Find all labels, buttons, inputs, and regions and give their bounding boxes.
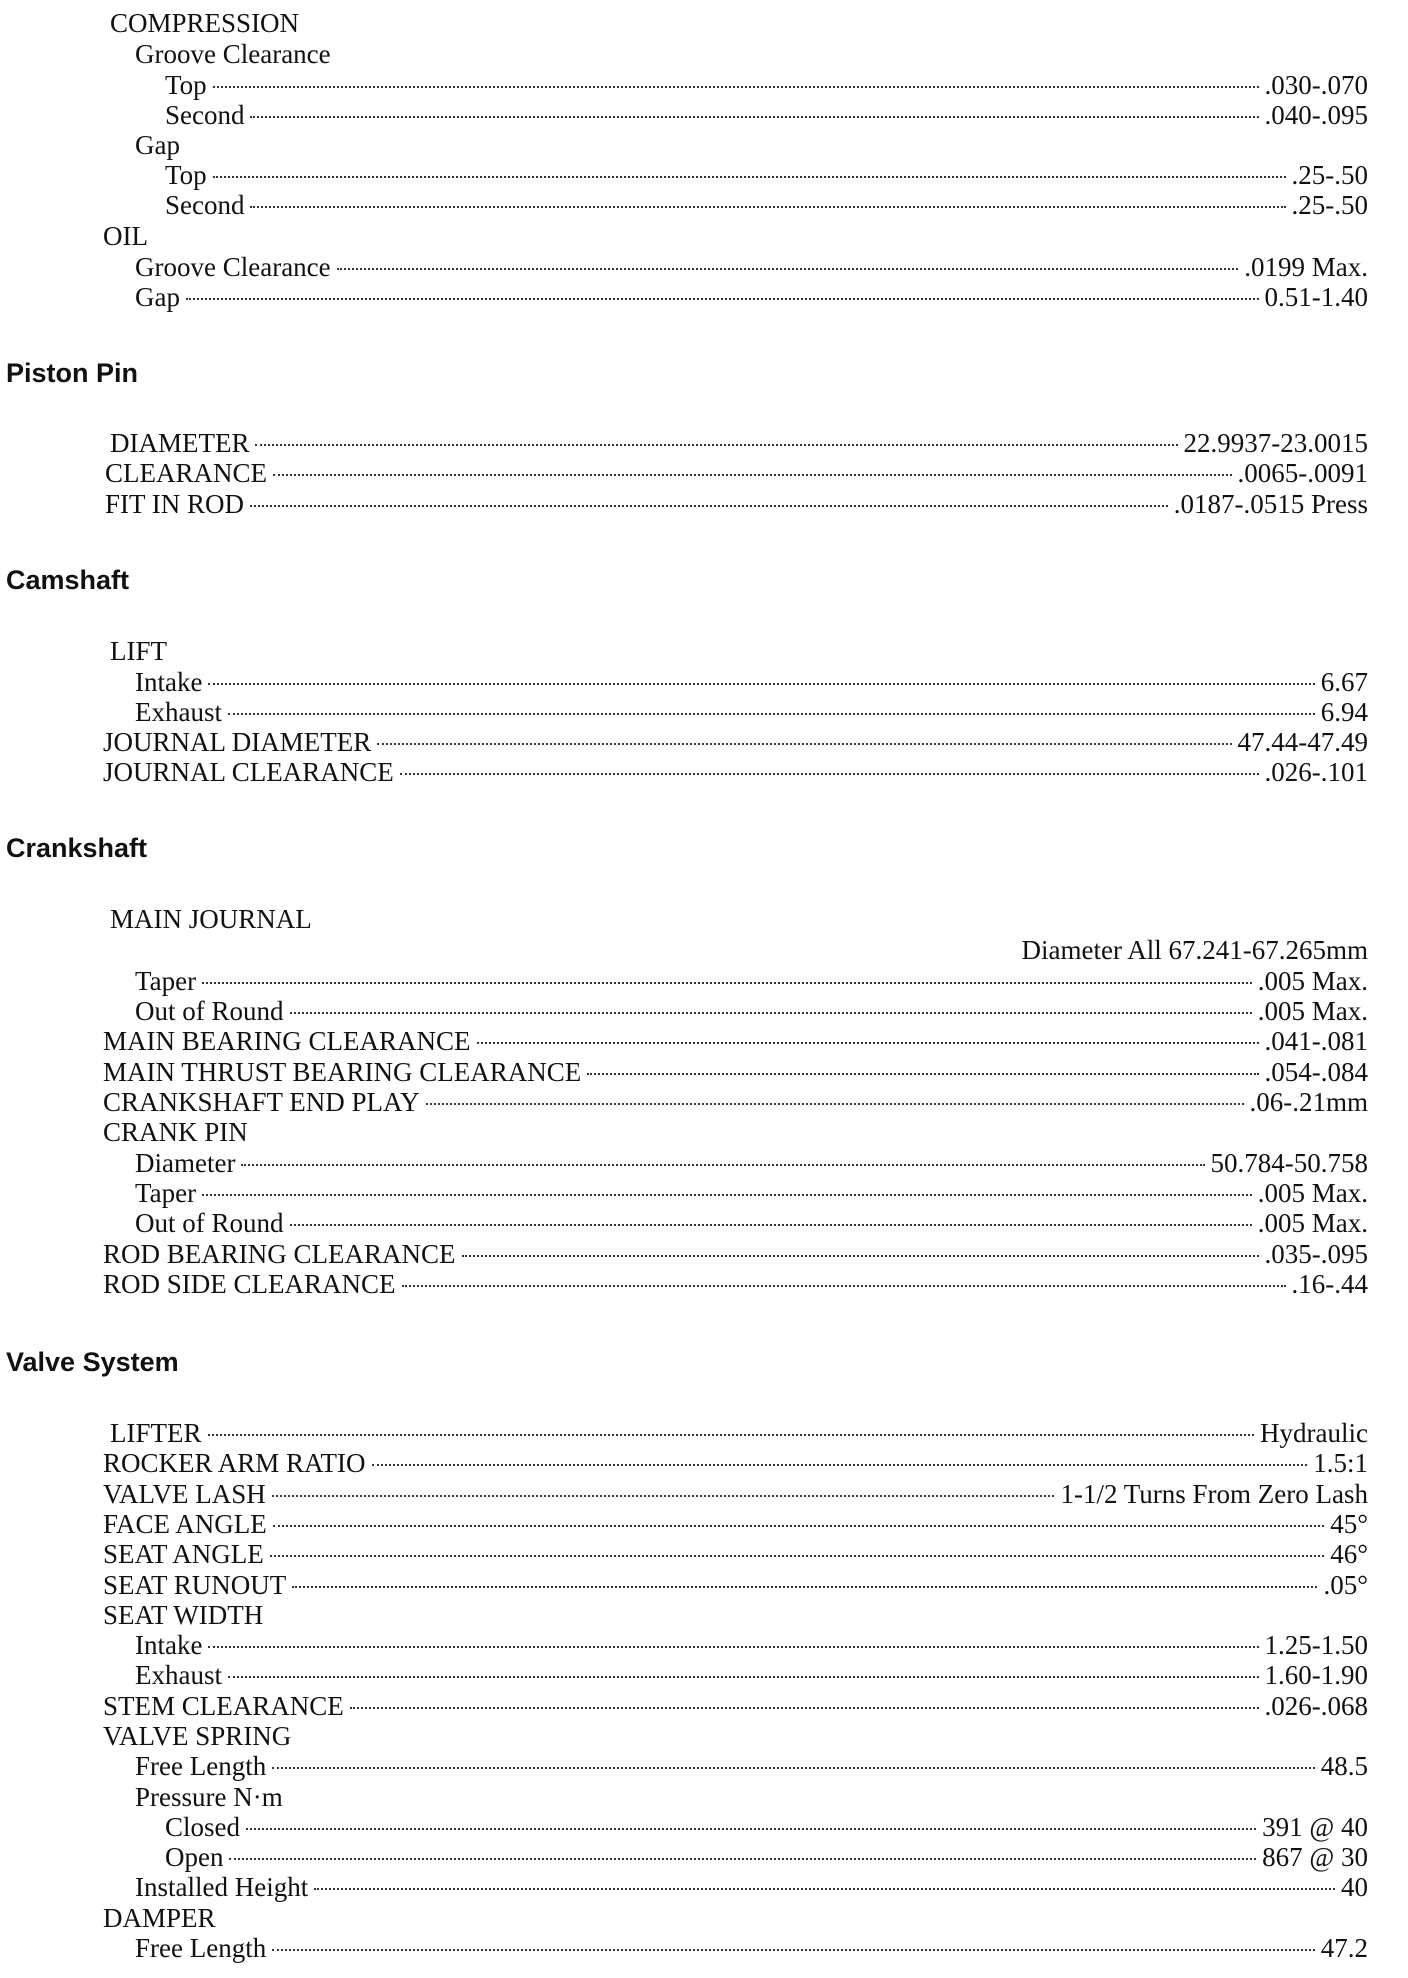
camshaft-lift-label: LIFT [110,636,167,666]
main-journal-label: MAIN JOURNAL [110,904,312,934]
spec-label: Intake [135,1630,203,1660]
spec-label: ROCKER ARM RATIO [103,1448,366,1478]
spec-value: 1.60-1.90 [1264,1660,1368,1690]
dot-leader [229,1858,1256,1860]
spec-value: .041-.081 [1264,1026,1368,1056]
seat-runout-row [103,1570,1368,1600]
valve-spring-pressure-label: Pressure N·m [135,1782,283,1812]
dot-leader [587,1073,1258,1075]
section-title-valve-system: Valve System [6,1347,179,1377]
dot-leader [208,1646,1258,1648]
spec-value: 46° [1330,1539,1368,1569]
spec-label: Out of Round [135,996,284,1026]
damper-free-length-row [135,1933,1368,1963]
main-journal-diameter-all: Diameter All 67.241-67.265mm [1021,935,1368,965]
spec-label: Out of Round [135,1208,284,1238]
spec-label: Open [165,1842,224,1872]
spec-value: 47.44-47.49 [1237,727,1368,757]
spec-label: Closed [165,1812,241,1842]
oil-groove-clearance-row [135,252,1368,282]
spec-label: CLEARANCE [105,458,267,488]
face-angle-row [103,1509,1368,1539]
dot-leader [314,1888,1335,1890]
dot-leader [402,1285,1286,1287]
oil-heading: OIL [103,221,148,251]
piston-pin-clearance-row [105,458,1368,488]
spec-value: 391 @ 40 [1262,1812,1368,1842]
compression-groove-top-row [165,70,1368,100]
crankshaft-end-play-row [103,1087,1368,1117]
spec-value: .0187-.0515 Press [1173,489,1368,519]
spec-label: JOURNAL CLEARANCE [103,757,394,787]
seat-width-intake-row [135,1630,1368,1660]
spec-label: ROD SIDE CLEARANCE [103,1269,396,1299]
main-journal-taper-row [135,966,1368,996]
stem-clearance-row [103,1691,1368,1721]
compression-gap-top-row [165,160,1368,190]
spec-value: .005 Max. [1257,966,1368,996]
damper-label: DAMPER [103,1903,216,1933]
spec-label: Installed Height [135,1872,309,1902]
spec-value: 45° [1330,1509,1368,1539]
spec-value: 1.5:1 [1313,1448,1368,1478]
seat-width-label: SEAT WIDTH [103,1600,264,1630]
spec-label: Groove Clearance [135,252,331,282]
dot-leader [372,1464,1308,1466]
spec-value: 48.5 [1320,1751,1368,1781]
valve-spring-free-length-row [135,1751,1368,1781]
spec-value: 0.51-1.40 [1264,282,1368,312]
spec-value: .16-.44 [1291,1269,1368,1299]
spec-label: Second [165,100,245,130]
compression-groove-clearance-label: Groove Clearance [135,39,331,69]
oil-gap-row [135,282,1368,312]
compression-gap-second-row [165,190,1368,220]
spec-value: .25-.50 [1291,190,1368,220]
seat-angle-row [103,1539,1368,1569]
spec-label: Gap [135,282,180,312]
spec-value: .05° [1323,1570,1368,1600]
spec-label: Taper [135,1178,197,1208]
spec-label: Second [165,190,245,220]
valve-lash-row [103,1479,1368,1509]
dot-leader [250,505,1168,507]
valve-spring-pressure-open-row [165,1842,1368,1872]
spec-value: Hydraulic [1260,1418,1368,1448]
spec-value: .030-.070 [1264,70,1368,100]
seat-width-exhaust-row [135,1660,1368,1690]
camshaft-lift-exhaust-row [135,697,1368,727]
rocker-arm-ratio-row [103,1448,1368,1478]
spec-value: 47.2 [1320,1933,1368,1963]
rod-bearing-clearance-row [103,1239,1368,1269]
dot-leader [290,1012,1252,1014]
dot-leader [250,116,1258,118]
spec-value: .054-.084 [1264,1057,1368,1087]
spec-value: .005 Max. [1257,996,1368,1026]
spec-value: .005 Max. [1257,1178,1368,1208]
spec-label: ROD BEARING CLEARANCE [103,1239,456,1269]
spec-label: LIFTER [110,1418,202,1448]
crank-pin-label: CRANK PIN [103,1117,248,1147]
spec-label: Free Length [135,1933,267,1963]
piston-pin-fit-in-rod-row [105,489,1368,519]
spec-value: 6.94 [1320,697,1368,727]
section-title-crankshaft: Crankshaft [6,833,148,863]
spec-value: .06-.21mm [1249,1087,1368,1117]
crank-pin-diameter-row [135,1148,1368,1178]
spec-label: Taper [135,966,197,996]
spec-label: Exhaust [135,1660,222,1690]
dot-leader [202,982,1252,984]
crank-pin-taper-row [135,1178,1368,1208]
spec-value: 1.25-1.50 [1264,1630,1368,1660]
dot-leader [377,743,1231,745]
dot-leader [213,86,1259,88]
dot-leader [272,1949,1315,1951]
spec-value: 50.784-50.758 [1210,1148,1368,1178]
spec-value: 22.9937-23.0015 [1183,428,1368,458]
dot-leader [255,444,1177,446]
dot-leader [350,1707,1259,1709]
main-thrust-bearing-clearance-row [103,1057,1368,1087]
dot-leader [272,1767,1315,1769]
section-title-piston-pin: Piston Pin [6,358,139,388]
dot-leader [426,1103,1244,1105]
spec-value: .0065-.0091 [1237,458,1368,488]
dot-leader [228,1676,1259,1678]
spec-label: Diameter [135,1148,236,1178]
spec-value: .005 Max. [1257,1208,1368,1238]
valve-spring-installed-height-row [135,1872,1368,1902]
spec-label: SEAT ANGLE [103,1539,264,1569]
dot-leader [202,1194,1252,1196]
valve-spring-pressure-closed-row [165,1812,1368,1842]
spec-label: MAIN BEARING CLEARANCE [103,1026,471,1056]
spec-label: Exhaust [135,697,222,727]
dot-leader [273,474,1232,476]
crank-pin-out-of-round-row [135,1208,1368,1238]
dot-leader [186,298,1259,300]
dot-leader [213,176,1286,178]
dot-leader [462,1255,1259,1257]
spec-value: .040-.095 [1264,100,1368,130]
dot-leader [273,1525,1324,1527]
dot-leader [208,683,1314,685]
spec-value: .035-.095 [1264,1239,1368,1269]
compression-heading: COMPRESSION [110,8,300,38]
spec-value: 1-1/2 Turns From Zero Lash [1060,1479,1368,1509]
spec-label: FIT IN ROD [105,489,245,519]
dot-leader [272,1495,1055,1497]
compression-gap-label: Gap [135,130,180,160]
main-journal-out-of-round-row [135,996,1368,1026]
spec-value: .25-.50 [1291,160,1368,190]
dot-leader [241,1164,1204,1166]
spec-label: STEM CLEARANCE [103,1691,344,1721]
spec-value: 40 [1341,1872,1368,1902]
rod-side-clearance-row [103,1269,1368,1299]
spec-label: SEAT RUNOUT [103,1570,287,1600]
camshaft-journal-clearance-row [103,757,1368,787]
camshaft-lift-intake-row [135,667,1368,697]
dot-leader [477,1042,1259,1044]
spec-value: .026-.068 [1264,1691,1368,1721]
camshaft-journal-diameter-row [103,727,1368,757]
spec-label: Free Length [135,1751,267,1781]
dot-leader [292,1586,1317,1588]
section-title-camshaft: Camshaft [6,565,130,595]
lifter-row [110,1418,1368,1448]
dot-leader [250,206,1285,208]
spec-label: Intake [135,667,203,697]
spec-label: Top [165,70,207,100]
dot-leader [400,773,1259,775]
spec-label: Top [165,160,207,190]
dot-leader [208,1434,1255,1436]
compression-groove-second-row [165,100,1368,130]
spec-label: MAIN THRUST BEARING CLEARANCE [103,1057,582,1087]
dot-leader [270,1555,1324,1557]
piston-pin-diameter-row [110,428,1368,458]
dot-leader [246,1828,1256,1830]
spec-value: 6.67 [1320,667,1368,697]
spec-label: DIAMETER [110,428,250,458]
valve-spring-label: VALVE SPRING [103,1721,292,1751]
spec-label: FACE ANGLE [103,1509,267,1539]
spec-value: .026-.101 [1264,757,1368,787]
dot-leader [290,1224,1252,1226]
dot-leader [337,268,1239,270]
spec-label: CRANKSHAFT END PLAY [103,1087,420,1117]
spec-label: JOURNAL DIAMETER [103,727,372,757]
dot-leader [228,713,1315,715]
spec-value: .0199 Max. [1244,252,1368,282]
spec-label: VALVE LASH [103,1479,266,1509]
main-bearing-clearance-row [103,1026,1368,1056]
spec-value: 867 @ 30 [1262,1842,1368,1872]
